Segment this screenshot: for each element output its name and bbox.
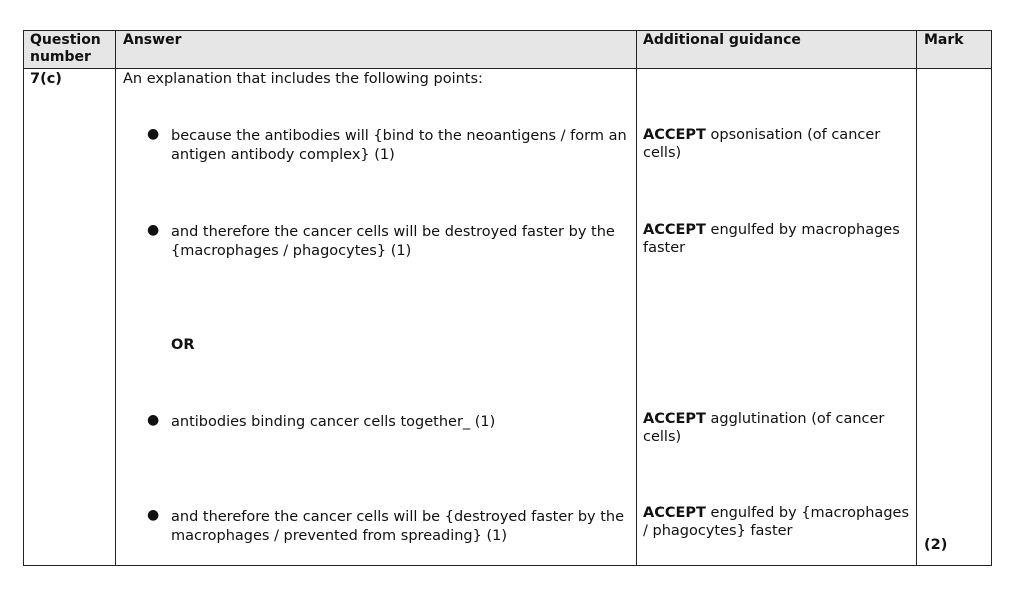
guidance-item — [643, 504, 913, 540]
table-border-bottom — [23, 565, 992, 566]
or-label: OR — [171, 337, 195, 353]
mark-value: (2) — [924, 537, 948, 553]
guidance-keyword: ACCEPT — [643, 411, 706, 427]
bullet-icon: ● — [147, 126, 160, 142]
guidance-item — [643, 221, 913, 257]
answer-point-text: antibodies binding cancer cells together_ (1) — [171, 414, 496, 430]
header-mark: Mark — [924, 32, 964, 48]
guidance-text: engulfed by {macrophages / phagocytes} faster — [643, 505, 909, 539]
guidance-keyword: ACCEPT — [643, 505, 706, 521]
column-divider — [115, 30, 116, 566]
question-number: 7(c) — [30, 71, 62, 87]
answer-point-text: and therefore the cancer cells will be destroyed faster by the {macrophages / phagocytes} (1) — [171, 224, 615, 259]
answer-point-text: and therefore the cancer cells will be {destroyed faster by the macrophages / prevented from spreading} (1) — [171, 509, 625, 544]
bullet-icon: ● — [147, 412, 160, 428]
header-additional-guidance: Additional guidance — [643, 32, 801, 48]
guidance-item — [643, 126, 913, 162]
answer-intro: An explanation that includes the following points: — [123, 71, 483, 87]
header-answer: Answer — [123, 32, 182, 48]
guidance-text: engulfed by macrophages faster — [643, 222, 900, 256]
guidance-keyword: ACCEPT — [643, 222, 706, 238]
mark-scheme-table — [23, 30, 992, 566]
answer-point-text: because the antibodies will {bind to the neoantigens / form an antigen antibody complex} (1) — [171, 128, 627, 163]
guidance-text: agglutination (of cancer cells) — [643, 411, 885, 445]
column-divider — [916, 30, 917, 566]
header-divider — [23, 68, 992, 69]
bullet-icon: ● — [147, 507, 160, 523]
header-question-number: Question number — [30, 32, 101, 65]
bullet-icon: ● — [147, 222, 160, 238]
table-border-left — [23, 30, 24, 566]
guidance-text: opsonisation (of cancer cells) — [643, 127, 881, 161]
guidance-keyword: ACCEPT — [643, 127, 706, 143]
guidance-item — [643, 410, 913, 446]
table-border-top — [23, 30, 992, 31]
column-divider — [636, 30, 637, 566]
table-border-right — [991, 30, 992, 566]
